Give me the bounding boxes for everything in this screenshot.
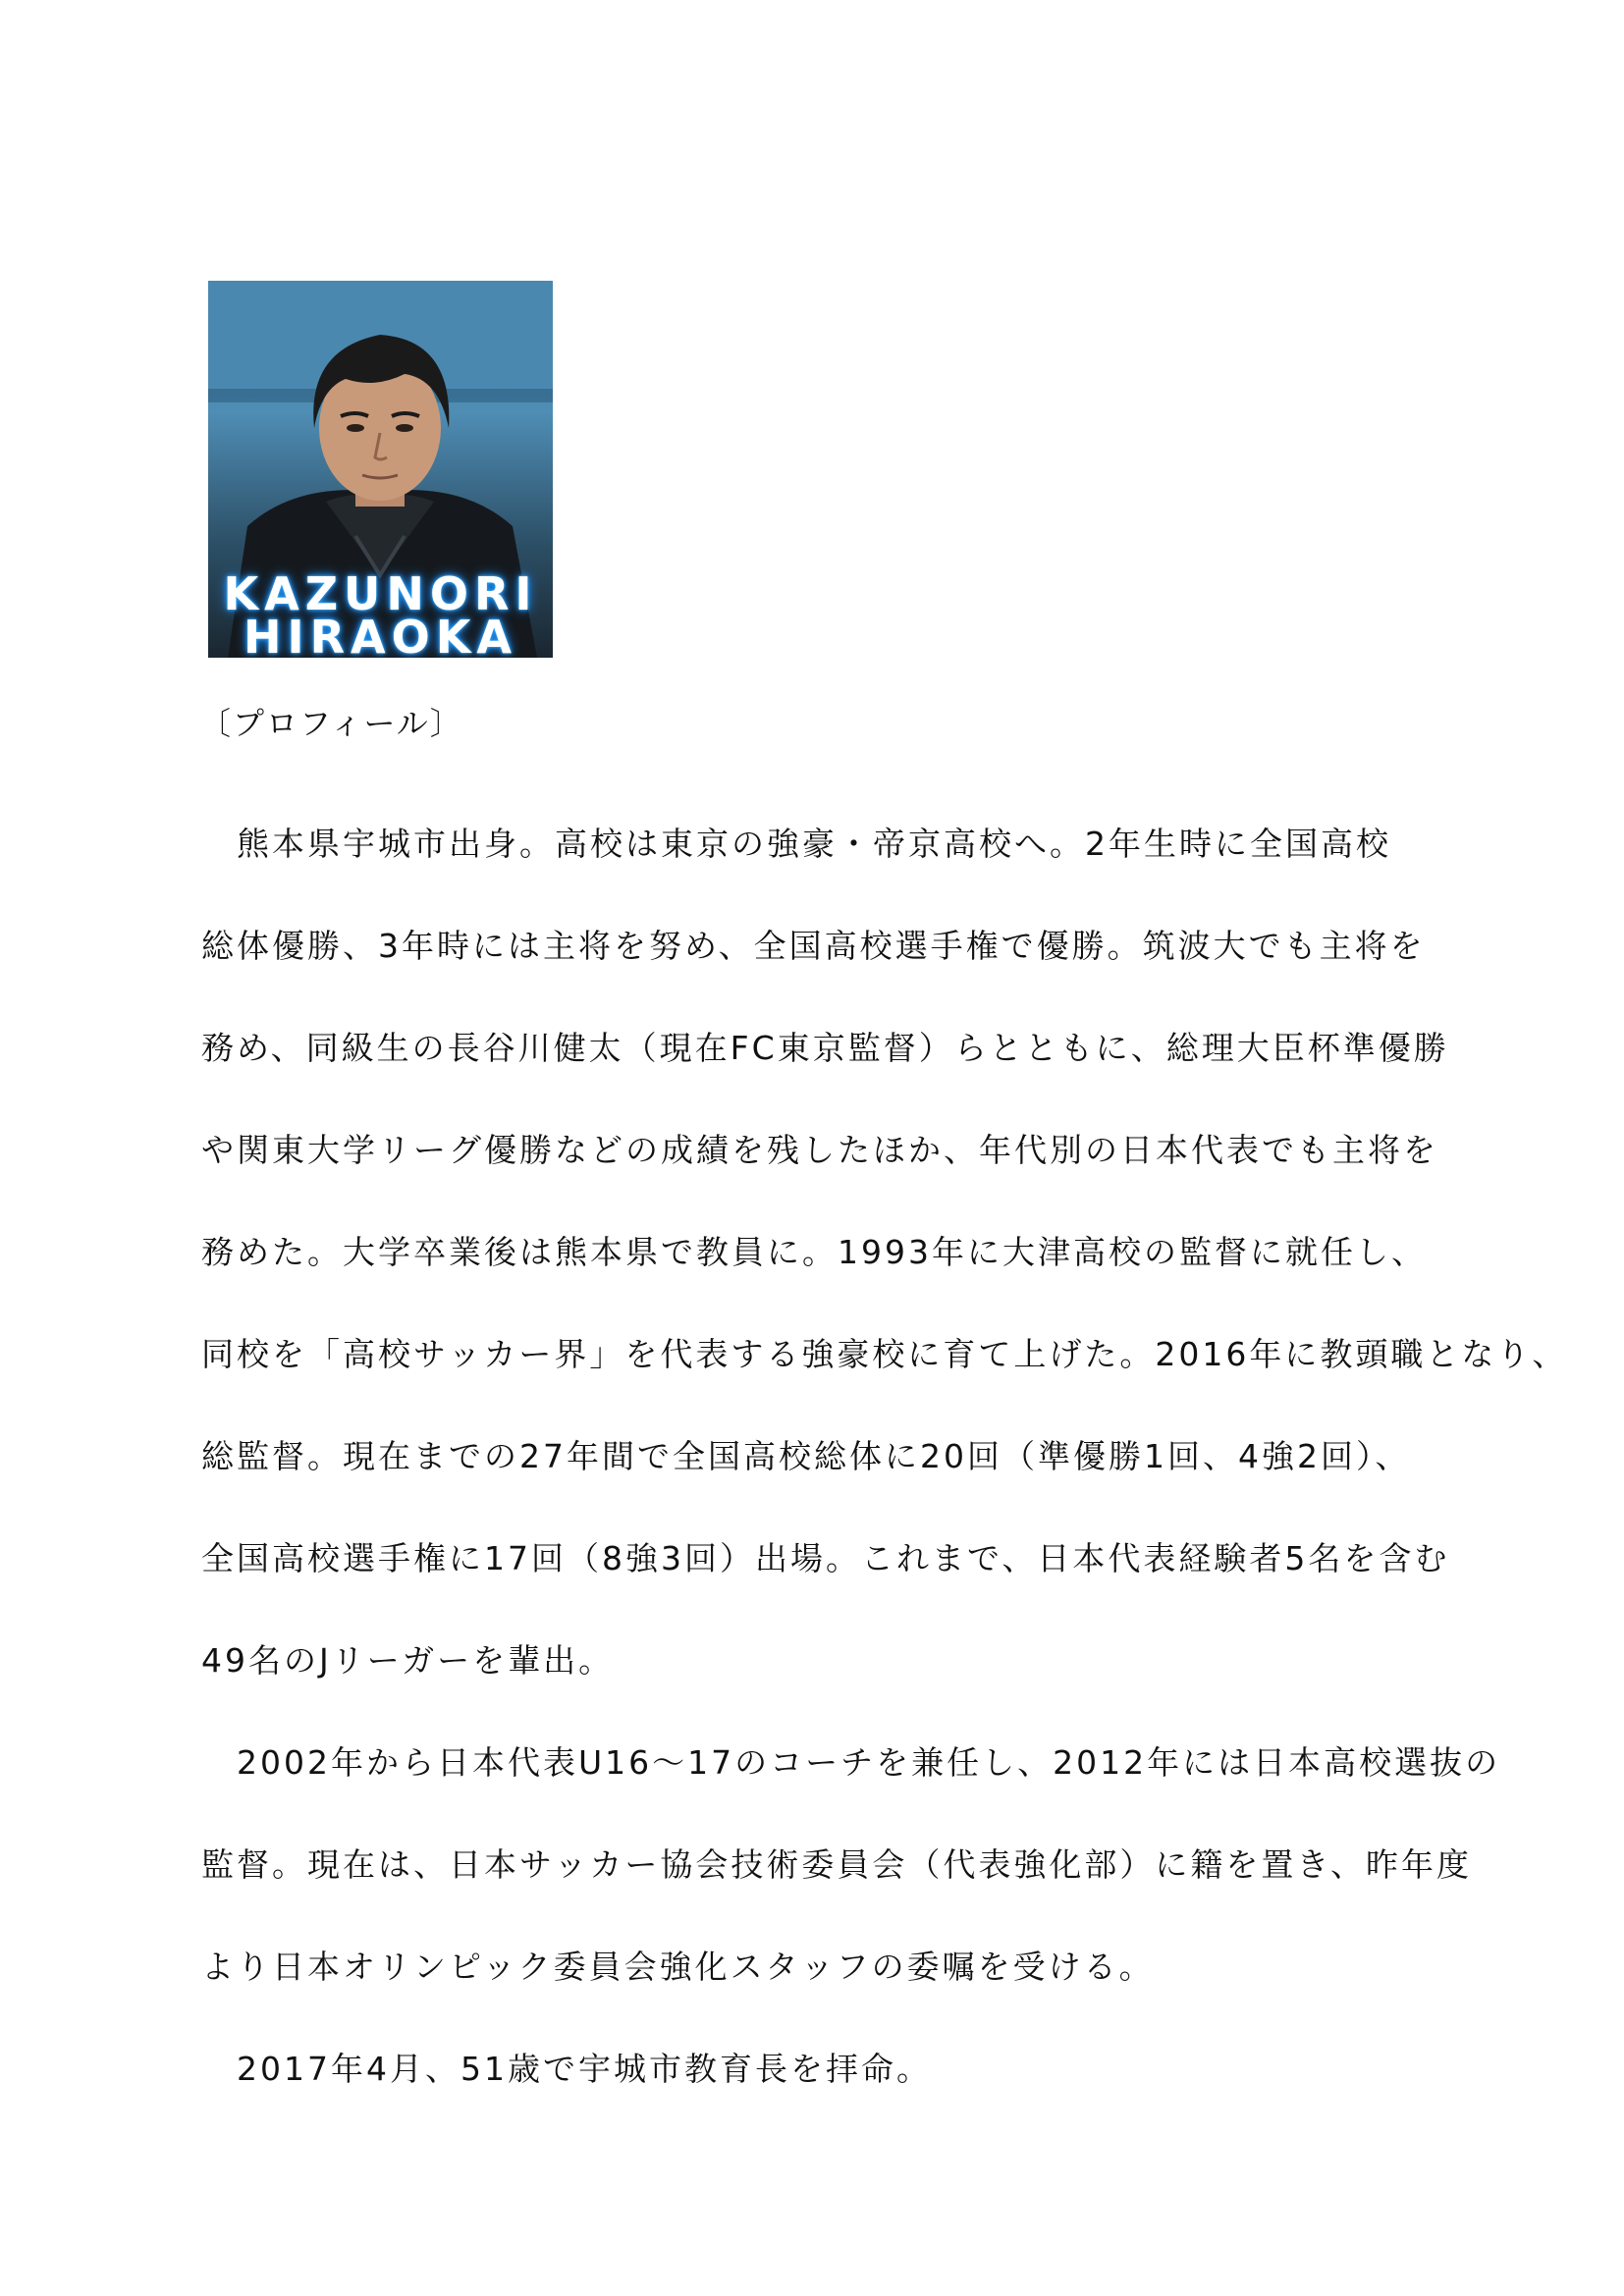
- body-line: や関東大学リーグ優勝などの成績を残したほか、年代別の日本代表でも主将を: [201, 1131, 1438, 1169]
- body-line: 総監督。現在までの27年間で全国高校総体に20回（準優勝1回、4強2回）、: [201, 1437, 1411, 1475]
- profile-body: [201, 793, 1568, 2120]
- profile-photo: [208, 281, 553, 658]
- body-line: 49名のJリーガーを輩出。: [201, 1641, 615, 1680]
- body-line: 監督。現在は、日本サッカー協会技術委員会（代表強化部）に籍を置き、昨年度: [201, 1845, 1473, 1884]
- body-line: 務め、同級生の長谷川健太（現在FC東京監督）らとともに、総理大臣杯準優勝: [201, 1029, 1449, 1067]
- body-line: 同校を「高校サッカー界」を代表する強豪校に育て上げた。2016年に教頭職となり、: [201, 1335, 1568, 1373]
- body-line: 全国高校選手権に17回（8強3回）出場。これまで、日本代表経験者5名を含む: [201, 1539, 1450, 1577]
- body-line: 務めた。大学卒業後は熊本県で教員に。1993年に大津高校の監督に就任し、: [201, 1233, 1427, 1271]
- section-heading: 〔プロフィール〕: [199, 705, 463, 742]
- body-line: 2017年4月、51歳で宇城市教育長を拝命。: [201, 2050, 932, 2088]
- body-line: より日本オリンピック委員会強化スタッフの委嘱を受ける。: [201, 1948, 1155, 1986]
- body-line: 総体優勝、3年時には主将を努め、全国高校選手権で優勝。筑波大でも主将を: [201, 927, 1426, 965]
- photo-name-line1: KAZUNORI: [223, 567, 538, 620]
- body-line: 熊本県宇城市出身。高校は東京の強豪・帝京高校へ。2年生時に全国高校: [201, 825, 1391, 863]
- photo-name-line2: HIRAOKA: [244, 611, 517, 658]
- body-line: 2002年から日本代表U16～17のコーチを兼任し、2012年には日本高校選抜の: [201, 1743, 1501, 1782]
